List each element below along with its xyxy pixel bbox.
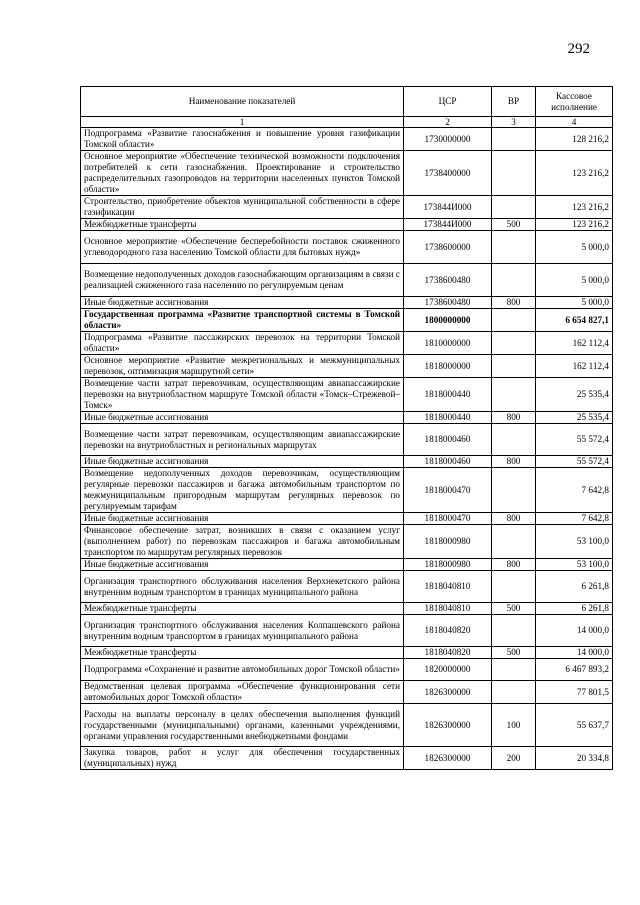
table-row bbox=[81, 603, 613, 615]
row-vr-cell bbox=[492, 196, 536, 219]
row-vr-cell: 500 bbox=[492, 603, 536, 615]
row-csr-cell: 173844И000 bbox=[404, 219, 492, 231]
table-row bbox=[81, 355, 613, 378]
row-vr-cell bbox=[492, 468, 536, 513]
row-vr-cell bbox=[492, 571, 536, 603]
row-vr-cell: 800 bbox=[492, 412, 536, 424]
row-amount-cell: 6 261,8 bbox=[536, 603, 613, 615]
column-number-3: 3 bbox=[492, 117, 536, 128]
row-name-cell: Возмещение части затрат перевозчикам, осуществляющим авиапассажирские перевозки на внутриобластных и региональных маршрутах bbox=[81, 424, 404, 456]
row-vr-cell: 800 bbox=[492, 513, 536, 525]
row-vr-cell bbox=[492, 151, 536, 196]
column-number-1: 1 bbox=[81, 117, 404, 128]
table-row bbox=[81, 647, 613, 659]
row-vr-cell bbox=[492, 128, 536, 151]
row-vr-cell bbox=[492, 424, 536, 456]
table-row bbox=[81, 264, 613, 297]
row-amount-cell: 7 642,8 bbox=[536, 468, 613, 513]
row-csr-cell: 1818040820 bbox=[404, 647, 492, 659]
row-vr-cell bbox=[492, 378, 536, 412]
row-amount-cell: 123 216,2 bbox=[536, 196, 613, 219]
header-vr: ВР bbox=[492, 87, 536, 117]
table-row bbox=[81, 681, 613, 704]
header-cash-execution: Кассовое исполнение bbox=[536, 87, 613, 117]
row-amount-cell: 128 216,2 bbox=[536, 128, 613, 151]
row-csr-cell: 1826300000 bbox=[404, 681, 492, 704]
row-csr-cell: 1818000980 bbox=[404, 559, 492, 571]
row-amount-cell: 5 000,0 bbox=[536, 231, 613, 264]
row-csr-cell: 1820000000 bbox=[404, 659, 492, 681]
row-name-cell: Строительство, приобретение объектов муниципальной собственности в сфере газификации bbox=[81, 196, 404, 219]
page-number: 292 bbox=[567, 41, 590, 57]
table-row bbox=[81, 571, 613, 603]
row-csr-cell: 1818000470 bbox=[404, 513, 492, 525]
row-csr-cell: 1818000460 bbox=[404, 424, 492, 456]
row-name-cell: Иные бюджетные ассигнования bbox=[81, 559, 404, 571]
row-csr-cell: 1818040810 bbox=[404, 603, 492, 615]
table-row bbox=[81, 231, 613, 264]
row-amount-cell: 6 467 893,2 bbox=[536, 659, 613, 681]
row-csr-cell: 1810000000 bbox=[404, 332, 492, 355]
row-vr-cell bbox=[492, 355, 536, 378]
row-name-cell: Иные бюджетные ассигнования bbox=[81, 297, 404, 309]
row-amount-cell: 14 000,0 bbox=[536, 615, 613, 647]
table-row bbox=[81, 615, 613, 647]
row-csr-cell: 1818000470 bbox=[404, 468, 492, 513]
row-amount-cell: 123 216,2 bbox=[536, 219, 613, 231]
row-name-cell: Межбюджетные трансферты bbox=[81, 603, 404, 615]
row-vr-cell: 500 bbox=[492, 219, 536, 231]
row-name-cell: Закупка товаров, работ и услуг для обеспечения государственных (муниципальных) нужд bbox=[81, 747, 404, 770]
table-row bbox=[81, 559, 613, 571]
row-csr-cell: 1800000000 bbox=[404, 309, 492, 332]
row-name-cell: Основное мероприятие «Обеспечение бесперебойности поставок сжиженного углеводородного газа населению Томской области для бытовых нужд» bbox=[81, 231, 404, 264]
row-amount-cell: 123 216,2 bbox=[536, 151, 613, 196]
row-csr-cell: 1738600000 bbox=[404, 231, 492, 264]
row-amount-cell: 55 572,4 bbox=[536, 424, 613, 456]
row-name-cell: Основное мероприятие «Развитие межрегиональных и межмуниципальных перевозок, оптимизация маршрутной сети» bbox=[81, 355, 404, 378]
table-body bbox=[81, 128, 613, 770]
row-name-cell: Государственная программа «Развитие транспортной системы в Томской области» bbox=[81, 309, 404, 332]
row-csr-cell: 1738600480 bbox=[404, 297, 492, 309]
row-vr-cell bbox=[492, 659, 536, 681]
row-name-cell: Возмещение недополученных доходов газоснабжающим организациям в связи с реализацией сжиженного газа населению по регулируемым ценам bbox=[81, 264, 404, 297]
table-row bbox=[81, 378, 613, 412]
row-vr-cell bbox=[492, 264, 536, 297]
table-row bbox=[81, 747, 613, 770]
table-row bbox=[81, 309, 613, 332]
row-csr-cell: 1818000980 bbox=[404, 525, 492, 559]
row-csr-cell: 1818000460 bbox=[404, 456, 492, 468]
table-row bbox=[81, 128, 613, 151]
table-row bbox=[81, 196, 613, 219]
row-vr-cell bbox=[492, 525, 536, 559]
row-name-cell: Подпрограмма «Сохранение и развитие автомобильных дорог Томской области» bbox=[81, 659, 404, 681]
table-row bbox=[81, 456, 613, 468]
column-number-4: 4 bbox=[536, 117, 613, 128]
header-indicator-name: Наименование показателей bbox=[81, 87, 404, 117]
row-name-cell: Возмещение недополученных доходов перевозчикам, осуществляющим регулярные перевозки пассажиров и багажа автомобильным транспортом по межмуниципальным пригородным маршрутам регулярных перевозок по регулируемым тарифам bbox=[81, 468, 404, 513]
row-csr-cell: 1818000440 bbox=[404, 412, 492, 424]
row-name-cell: Организация транспортного обслуживания населения Колпашевского района внутренним водным транспортом в границах муниципального района bbox=[81, 615, 404, 647]
row-name-cell: Ведомственная целевая программа «Обеспечение функционирования сети автомобильных дорог Томской области» bbox=[81, 681, 404, 704]
row-vr-cell: 800 bbox=[492, 559, 536, 571]
row-amount-cell: 53 100,0 bbox=[536, 559, 613, 571]
row-vr-cell bbox=[492, 309, 536, 332]
table-row bbox=[81, 424, 613, 456]
row-amount-cell: 162 112,4 bbox=[536, 355, 613, 378]
table-row bbox=[81, 297, 613, 309]
row-vr-cell: 800 bbox=[492, 297, 536, 309]
row-amount-cell: 5 000,0 bbox=[536, 297, 613, 309]
table-row bbox=[81, 412, 613, 424]
row-amount-cell: 55 572,4 bbox=[536, 456, 613, 468]
row-amount-cell: 25 535,4 bbox=[536, 378, 613, 412]
row-amount-cell: 6 654 827,1 bbox=[536, 309, 613, 332]
row-name-cell: Подпрограмма «Развитие пассажирских перевозок на территории Томской области» bbox=[81, 332, 404, 355]
table-header-row bbox=[81, 87, 613, 117]
row-amount-cell: 7 642,8 bbox=[536, 513, 613, 525]
row-amount-cell: 5 000,0 bbox=[536, 264, 613, 297]
row-amount-cell: 53 100,0 bbox=[536, 525, 613, 559]
table-row bbox=[81, 219, 613, 231]
row-vr-cell: 500 bbox=[492, 647, 536, 659]
table-row bbox=[81, 513, 613, 525]
table-row bbox=[81, 151, 613, 196]
row-csr-cell: 1818040820 bbox=[404, 615, 492, 647]
table-row bbox=[81, 468, 613, 513]
row-csr-cell: 1826300000 bbox=[404, 704, 492, 747]
row-csr-cell: 1738400000 bbox=[404, 151, 492, 196]
row-name-cell: Финансовое обеспечение затрат, возникших в связи с оказанием услуг (выполнением работ) по перевозкам пассажиров и багажа автомобильным транспортом по маршрутам регулярных перевозок bbox=[81, 525, 404, 559]
row-name-cell: Иные бюджетные ассигнования bbox=[81, 456, 404, 468]
row-vr-cell bbox=[492, 681, 536, 704]
row-amount-cell: 6 261,8 bbox=[536, 571, 613, 603]
budget-execution-table bbox=[80, 86, 613, 770]
row-name-cell: Подпрограмма «Развитие газоснабжения и повышение уровня газификации Томской области» bbox=[81, 128, 404, 151]
row-csr-cell: 1730000000 bbox=[404, 128, 492, 151]
column-number-2: 2 bbox=[404, 117, 492, 128]
table-row bbox=[81, 704, 613, 747]
table-row bbox=[81, 659, 613, 681]
row-name-cell: Иные бюджетные ассигнования bbox=[81, 513, 404, 525]
table-row bbox=[81, 332, 613, 355]
row-name-cell: Межбюджетные трансферты bbox=[81, 647, 404, 659]
row-vr-cell: 200 bbox=[492, 747, 536, 770]
row-name-cell: Иные бюджетные ассигнования bbox=[81, 412, 404, 424]
row-amount-cell: 55 637,7 bbox=[536, 704, 613, 747]
row-csr-cell: 1738600480 bbox=[404, 264, 492, 297]
row-amount-cell: 162 112,4 bbox=[536, 332, 613, 355]
row-vr-cell: 800 bbox=[492, 456, 536, 468]
row-csr-cell: 1826300000 bbox=[404, 747, 492, 770]
table-column-numbers-row bbox=[81, 117, 613, 128]
row-csr-cell: 1818000440 bbox=[404, 378, 492, 412]
row-csr-cell: 1818040810 bbox=[404, 571, 492, 603]
row-csr-cell: 173844И000 bbox=[404, 196, 492, 219]
row-amount-cell: 25 535,4 bbox=[536, 412, 613, 424]
row-csr-cell: 1818000000 bbox=[404, 355, 492, 378]
table-row bbox=[81, 525, 613, 559]
row-name-cell: Межбюджетные трансферты bbox=[81, 219, 404, 231]
row-name-cell: Организация транспортного обслуживания населения Верхнекетского района внутренним водным транспортом в границах муниципального района bbox=[81, 571, 404, 603]
row-amount-cell: 14 000,0 bbox=[536, 647, 613, 659]
row-name-cell: Возмещение части затрат перевозчикам, осуществляющим авиапассажирские перевозки на внутриобластном маршруте Томской области «Томск–Стрежевой–Томск» bbox=[81, 378, 404, 412]
row-vr-cell bbox=[492, 231, 536, 264]
row-vr-cell bbox=[492, 615, 536, 647]
row-amount-cell: 20 334,8 bbox=[536, 747, 613, 770]
header-csr: ЦСР bbox=[404, 87, 492, 117]
row-name-cell: Основное мероприятие «Обеспечение технической возможности подключения потребителей к сети газоснабжения. Проектирование и строительство распределительных газопроводов на территории населенных пунктов Томской области» bbox=[81, 151, 404, 196]
row-vr-cell bbox=[492, 332, 536, 355]
row-amount-cell: 77 801,5 bbox=[536, 681, 613, 704]
row-name-cell: Расходы на выплаты персоналу в целях обеспечения выполнения функций государственными (муниципальными) органами, казенными учреждениями, органами управления государственными внебюджетными фондами bbox=[81, 704, 404, 747]
row-vr-cell: 100 bbox=[492, 704, 536, 747]
